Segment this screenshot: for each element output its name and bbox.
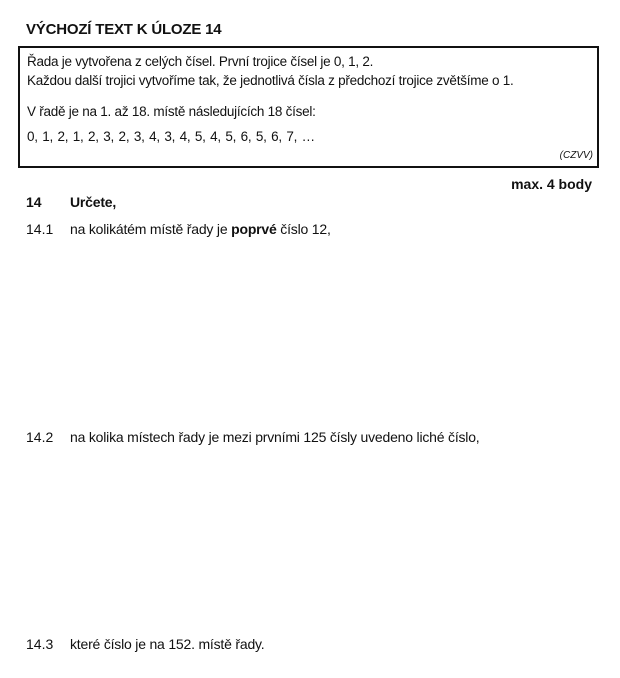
source-text-line-1: Řada je vytvořena z celých čísel. První trojice čísel je 0, 1, 2. (27, 54, 374, 69)
source-text-heading: VÝCHOZÍ TEXT K ÚLOZE 14 (26, 21, 222, 38)
question-text: které číslo je na 152. místě řady. (70, 636, 265, 652)
question-number: 14.3 (26, 636, 54, 652)
question-emphasis: poprvé (231, 221, 277, 237)
source-text-line-3: V řadě je na 1. až 18. místě následujících 18 čísel: (27, 104, 316, 119)
question-number: 14.1 (26, 221, 54, 237)
source-text-line-2: Každou další trojici vytvoříme tak, že jednotlivá čísla z předchozí trojice zvětšíme o 1. (27, 73, 514, 88)
question-text-after: číslo 12, (276, 221, 331, 237)
source-text-box (18, 46, 599, 168)
question-number: 14.2 (26, 429, 54, 445)
question-text (70, 221, 331, 237)
question-text: na kolika místech řady je mezi prvními 125 čísly uvedeno liché číslo, (70, 429, 480, 445)
question-text-before: na kolikátém místě řady je (70, 221, 232, 237)
source-label: (CZVV) (559, 150, 593, 161)
max-points: max. 4 body (511, 176, 592, 192)
task-number: 14 (26, 194, 42, 210)
number-sequence: 0, 1, 2, 1, 2, 3, 2, 3, 4, 3, 4, 5, 4, 5, 6, 5, 6, 7, … (27, 129, 315, 144)
task-title: Určete, (70, 194, 117, 210)
